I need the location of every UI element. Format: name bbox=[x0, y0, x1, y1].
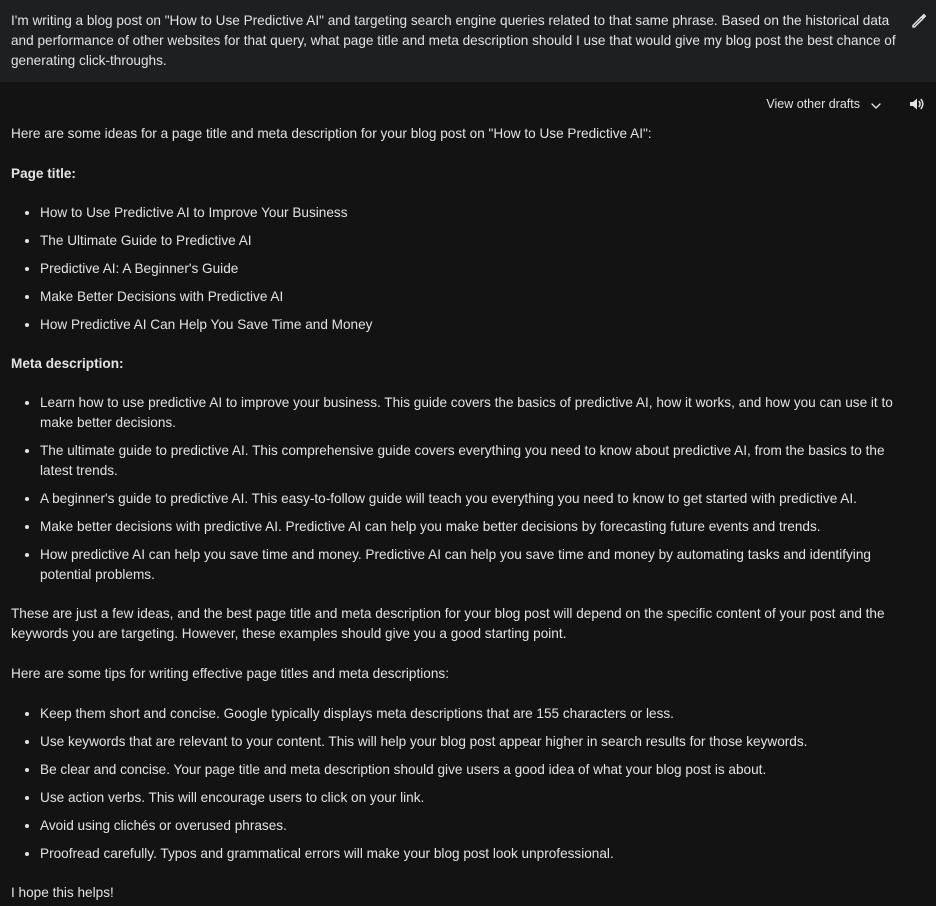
tips-intro: Here are some tips for writing effective page titles and meta descriptions: bbox=[11, 666, 449, 681]
list-item: • The ultimate guide to predictive AI. This comprehensive guide covers everything you need to know about predictive AI, from the basics to the latest trends. bbox=[40, 441, 916, 481]
user-prompt-text: I'm writing a blog post on "How to Use Predictive AI" and targeting search engine queries related to that same phrase. Based on the historical data and performance of other websites for that query, what page title and meta description should I use that would give my blog post the best chance of generating click-throughs. bbox=[11, 13, 896, 68]
list-item: • Be clear and concise. Your page title and meta description should give users a good idea of what your blog post is about. bbox=[40, 760, 916, 780]
list-item: • How Predictive AI Can Help You Save Time and Money bbox=[40, 315, 916, 335]
list-item: • Avoid using clichés or overused phrases. bbox=[40, 816, 916, 836]
response-signoff: I hope this helps! bbox=[11, 885, 114, 900]
list-item: • How predictive AI can help you save time and money. Predictive AI can help you save time and money by automating tasks and identifying potential problems. bbox=[40, 545, 916, 585]
pencil-icon[interactable] bbox=[910, 12, 928, 30]
view-other-drafts-button[interactable] bbox=[766, 94, 882, 114]
meta-description-heading: Meta description: bbox=[11, 356, 124, 371]
user-prompt-bar bbox=[0, 0, 936, 82]
response-closing: These are just a few ideas, and the best page title and meta description for your blog post will depend on the specific content of your post and the keywords you are targeting. However, these examples should give you a good starting point. bbox=[11, 606, 885, 641]
speaker-icon[interactable] bbox=[908, 95, 926, 113]
list-item: • Use action verbs. This will encourage users to click on your link. bbox=[40, 788, 916, 808]
list-item: • Keep them short and concise. Google typically displays meta descriptions that are 155 characters or less. bbox=[40, 704, 916, 724]
response-toolbar bbox=[766, 92, 926, 116]
list-item: • Make Better Decisions with Predictive AI bbox=[40, 287, 916, 307]
meta-description-list bbox=[11, 393, 916, 585]
list-item: • Proofread carefully. Typos and grammatical errors will make your blog post look unprofessional. bbox=[40, 844, 916, 864]
list-item: • How to Use Predictive AI to Improve Your Business bbox=[40, 203, 916, 223]
response-intro: Here are some ideas for a page title and meta description for your blog post on "How to Use Predictive AI": bbox=[11, 126, 652, 141]
page-title-heading: Page title: bbox=[11, 166, 76, 181]
tips-list bbox=[11, 704, 916, 864]
list-item: • Predictive AI: A Beginner's Guide bbox=[40, 259, 916, 279]
list-item: • Use keywords that are relevant to your content. This will help your blog post appear higher in search results for those keywords. bbox=[40, 732, 916, 752]
list-item: • A beginner's guide to predictive AI. This easy-to-follow guide will teach you everything you need to know to get started with predictive AI. bbox=[40, 489, 916, 509]
list-item: • Learn how to use predictive AI to improve your business. This guide covers the basics of predictive AI, how it works, and how you can use it to make better decisions. bbox=[40, 393, 916, 433]
page-title-list bbox=[11, 203, 916, 335]
view-other-drafts-label: View other drafts bbox=[766, 97, 860, 111]
list-item: • The Ultimate Guide to Predictive AI bbox=[40, 231, 916, 251]
list-item: • Make better decisions with predictive AI. Predictive AI can help you make better decisions by forecasting future events and trends. bbox=[40, 517, 916, 537]
chevron-down-icon bbox=[870, 98, 882, 110]
assistant-response bbox=[11, 124, 916, 903]
